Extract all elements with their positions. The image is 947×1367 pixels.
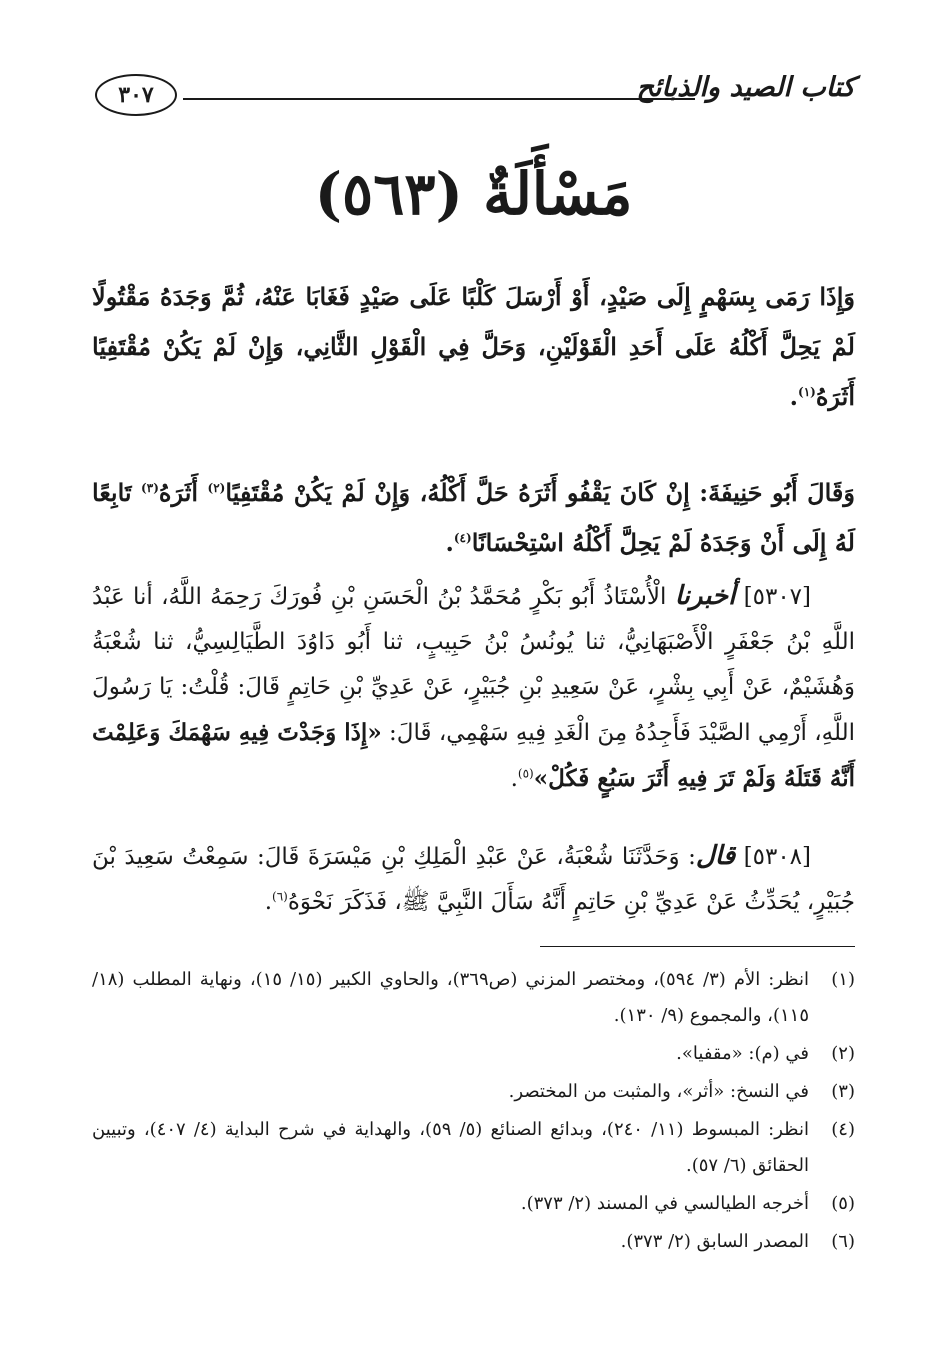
hadith-keyword: أخبرنا: [674, 581, 736, 611]
matn-paragraph: وَإِذَا رَمَى بِسَهْمٍ إِلَى صَيْدٍ، أَوْ أَرْسَلَ كَلْبًا عَلَى صَيْدٍ فَغَابَا عَنْهُ، ثُمَّ وَجَدَهُ مَقْتُولًا لَمْ يَحِلَّ أَكْلُهُ عَلَى أَحَدِ الْقَوْلَيْنِ، وَحَلَّ فِي الْقَوْلِ الثَّانِي، وَإِنْ لَمْ يَكُنْ مُقْتَفِيًا أَثَرَهُ$^{(١)}$.: [92, 282, 855, 411]
hanafi-text-2: أَثَرَهُ: [158, 478, 199, 507]
hadith-text: : وَحَدَّثَنَا شُعْبَةُ، عَنْ عَبْدِ الْمَلِكِ بْنِ مَيْسَرَةَ قَالَ: سَمِعْتُ سَعِيدَ بْنَ جُبَيْرٍ، يُحَدِّثُ عَنْ عَدِيِّ بْنِ حَاتِمٍ أَنَّهُ سَأَلَ النَّبِيَّ ﷺ، فَذَكَرَ نَحْوَهُ: [92, 844, 855, 915]
footnote: [92, 1036, 855, 1072]
footnote-ref: (١): [798, 385, 816, 399]
footnotes: [92, 962, 855, 1262]
matn-text: وَإِذَا رَمَى بِسَهْمٍ إِلَى صَيْدٍ، أَوْ أَرْسَلَ كَلْبًا عَلَى صَيْدٍ فَغَابَا عَنْهُ، ثُمَّ وَجَدَهُ مَقْتُولًا لَمْ يَحِلَّ أَكْلُهُ عَلَى أَحَدِ الْقَوْلَيْنِ، وَحَلَّ فِي الْقَوْلِ الثَّانِي، وَإِنْ لَمْ يَكُنْ مُقْتَفِيًا أَثَرَهُ: [92, 282, 855, 411]
footnote-number: (٢): [831, 1043, 855, 1064]
footnote: [92, 1074, 855, 1110]
hadith-5308: [٥٣٠٨] قال: وَحَدَّثَنَا شُعْبَةُ، عَنْ عَبْدِ الْمَلِكِ بْنِ مَيْسَرَةَ قَالَ: سَمِعْتُ سَعِيدَ بْنَ جُبَيْرٍ، يُحَدِّثُ عَنْ عَدِيِّ بْنِ حَاتِمٍ أَنَّهُ سَأَلَ النَّبِيَّ ﷺ، فَذَكَرَ نَحْوَهُ$^{(٦)}$.: [92, 841, 855, 915]
page-number-badge: ٣٠٧: [95, 74, 177, 116]
hadith-5307: [٥٣٠٧] أخبرنا الْأُسْتَاذُ أَبُو بَكْرٍ مُحَمَّدُ بْنُ الْحَسَنِ بْنِ فُورَكَ رَحِمَهُ اللَّهُ، أنا عَبْدُ اللَّهِ بْنُ جَعْفَرٍ الْأَصْبَهَانِيُّ، ثنا يُونُسُ بْنُ حَبِيبٍ، ثنا أَبُو دَاوُدَ الطَّيَالِسِيُّ، ثنا شُعْبَةُ وَهُشَيْمٌ، عَنْ أَبِي بِشْرٍ، عَنْ سَعِيدِ بْنِ جُبَيْرٍ، عَنْ عَدِيِّ بْنِ حَاتِمٍ قَالَ: قُلْتُ: يَا رَسُولَ اللَّهِ، أَرْمِي الصَّيْدَ فَأَجِدُهُ مِنَ الْغَدِ فِيهِ سَهْمِي، قَالَ: «إِذَا وَجَدْتَ فِيهِ سَهْمَكَ وَعَلِمْتَ أَنَّهُ قَتَلَهُ وَلَمْ تَرَ فِيهِ أَثَرَ سَبُعٍ فَكُلْ»$^{(٥)}$.: [92, 581, 855, 792]
footnote-rule: [540, 946, 855, 947]
hanafi-paragraph: وَقَالَ أَبُو حَنِيفَةَ: إِنْ كَانَ يَقْفُو أَثَرَهُ حَلَّ أَكْلُهُ، وَإِنْ لَمْ يَكُنْ مُقْتَفِيًا$^{(٢)}$ أَثَرَهُ$^{(٣)}$ تَابِعًا لَهُ إِلَى أَنْ وَجَدَهُ لَمْ يَحِلَّ أَكْلُهُ اسْتِحْسَانًا$^{(٤)}$.: [92, 478, 855, 557]
footnote-ref: (٦): [272, 889, 288, 904]
hadith-number: [٥٣٠٧]: [743, 584, 812, 610]
footnote-ref: (٤): [453, 531, 472, 545]
footnote-text: المصدر السابق (٢/ ٣٧٣).: [620, 1231, 809, 1252]
footnote: [92, 1112, 855, 1184]
running-header: [95, 62, 855, 132]
hadith-isnad: الْأُسْتَاذُ أَبُو بَكْرٍ مُحَمَّدُ بْنُ الْحَسَنِ بْنِ فُورَكَ رَحِمَهُ اللَّهُ، أنا عَبْدُ اللَّهِ بْنُ جَعْفَرٍ الْأَصْبَهَانِيُّ، ثنا يُونُسُ بْنُ حَبِيبٍ، ثنا أَبُو دَاوُدَ الطَّيَالِسِيُّ، ثنا شُعْبَةُ وَهُشَيْمٌ، عَنْ أَبِي بِشْرٍ، عَنْ سَعِيدِ بْنِ جُبَيْرٍ، عَنْ عَدِيِّ بْنِ حَاتِمٍ قَالَ: قُلْتُ: يَا رَسُولَ اللَّهِ، أَرْمِي الصَّيْدَ فَأَجِدُهُ مِنَ الْغَدِ فِيهِ سَهْمِي، قَالَ:: [92, 584, 855, 746]
footnote-text: في (م): «مقفيا».: [676, 1043, 809, 1064]
footnote-ref: (٢): [207, 481, 226, 495]
hadith-number: [٥٣٠٨]: [743, 844, 812, 870]
footnote-text: أخرجه الطيالسي في المسند (٢/ ٣٧٣).: [520, 1193, 809, 1214]
hadith-keyword: قال: [695, 841, 736, 871]
footnote-text: في النسخ: «أثر»، والمثبت من المختصر.: [508, 1081, 809, 1102]
hanafi-text-1: وَقَالَ أَبُو حَنِيفَةَ: إِنْ كَانَ يَقْفُو أَثَرَهُ حَلَّ أَكْلُهُ، وَإِنْ لَمْ يَكُنْ مُقْتَفِيًا: [225, 478, 855, 507]
issue-title: مَسْأَلَةٌ (٥٦٣): [314, 160, 633, 228]
running-header-title: كتاب الصيد والذبائح: [636, 72, 855, 103]
footnote-text: انظر: الأم (٣/ ٥٩٤)، ومختصر المزني (ص٣٦٩)، والحاوي الكبير (١٥/ ١٥)، ونهاية المطلب (١٨/ ١١٥)، والمجموع (٩/ ١٣٠).: [92, 969, 810, 1026]
footnote-number: (١): [831, 969, 855, 990]
footnote-number: (٥): [831, 1193, 855, 1214]
footnote-ref: (٣): [141, 481, 159, 495]
hanafi-text-3: تَابِعًا لَهُ إِلَى أَنْ وَجَدَهُ لَمْ يَحِلَّ أَكْلُهُ اسْتِحْسَانًا: [92, 478, 855, 557]
footnote: [92, 962, 855, 1034]
footnote-number: (٦): [831, 1231, 855, 1252]
header-rule: [183, 98, 695, 100]
footnote: [92, 1186, 855, 1222]
footnote-number: (٣): [831, 1081, 855, 1102]
footnote-ref: (٥): [517, 766, 534, 781]
footnote-text: انظر: المبسوط (١١/ ٢٤٠)، وبدائع الصنائع (٥/ ٥٩)، والهداية في شرح البداية (٤/ ٤٠٧)، وتبيين الحقائق (٦/ ٥٧).: [92, 1119, 809, 1176]
footnote-number: (٤): [831, 1119, 855, 1140]
footnote: [92, 1224, 855, 1260]
hadith-matn: «إِذَا وَجَدْتَ فِيهِ سَهْمَكَ وَعَلِمْتَ أَنَّهُ قَتَلَهُ وَلَمْ تَرَ فِيهِ أَثَرَ سَبُعٍ فَكُلْ»: [92, 719, 855, 792]
